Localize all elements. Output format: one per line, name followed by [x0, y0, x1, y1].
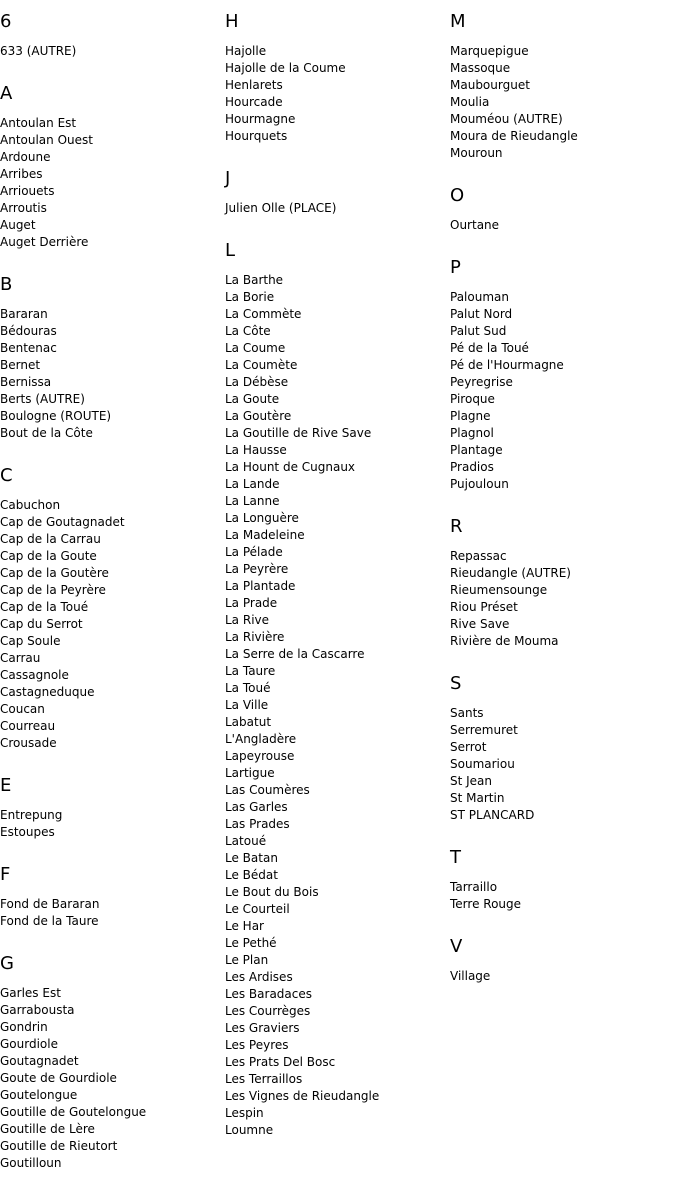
- place-link[interactable]: Les Terraillos: [225, 1072, 303, 1086]
- place-link[interactable]: Loumne: [225, 1123, 274, 1137]
- place-link[interactable]: Cabuchon: [0, 498, 61, 512]
- place-link[interactable]: Cap de Goutagnadet: [0, 515, 125, 529]
- place-link[interactable]: Coucan: [0, 702, 45, 716]
- place-link[interactable]: Maubourguet: [450, 78, 530, 92]
- letter-heading: O: [450, 185, 465, 206]
- place-link[interactable]: Lapeyrouse: [225, 749, 295, 763]
- place-link[interactable]: La Lanne: [225, 494, 280, 508]
- place-link[interactable]: La Coume: [225, 341, 286, 355]
- place-link[interactable]: Bararan: [0, 307, 48, 321]
- place-link[interactable]: Antoulan Ouest: [0, 133, 93, 147]
- letter-group: [0, 273, 220, 442]
- letter-heading: P: [450, 257, 461, 278]
- place-link[interactable]: La Hount de Cugnaux: [225, 460, 356, 474]
- letter-heading: M: [450, 11, 466, 32]
- letter-heading: V: [450, 936, 463, 957]
- place-link[interactable]: Ourtane: [450, 218, 500, 232]
- place-link[interactable]: La Goutère: [225, 409, 292, 423]
- place-link[interactable]: Hourquets: [225, 129, 288, 143]
- place-list: [0, 807, 220, 841]
- place-link[interactable]: Repassac: [450, 549, 507, 563]
- letter-group: [450, 256, 670, 493]
- place-link[interactable]: Fond de la Taure: [0, 914, 99, 928]
- place-list: [450, 43, 670, 162]
- letter-group: [0, 10, 220, 60]
- letter-group: [0, 464, 220, 752]
- place-link[interactable]: Cap du Serrot: [0, 617, 83, 631]
- place-link[interactable]: ST PLANCARD: [450, 808, 535, 822]
- place-list: [450, 217, 670, 234]
- place-link[interactable]: Les Ardises: [225, 970, 293, 984]
- place-link[interactable]: La Toué: [225, 681, 271, 695]
- letter-heading: S: [450, 673, 462, 694]
- index-column-2: [225, 10, 445, 1161]
- letter-group: [450, 10, 670, 162]
- place-link[interactable]: La Rivière: [225, 630, 285, 644]
- place-link[interactable]: La Côte: [225, 324, 271, 338]
- place-link[interactable]: Les Baradaces: [225, 987, 312, 1001]
- letter-group: [450, 846, 670, 913]
- place-link[interactable]: La Serre de la Cascarre: [225, 647, 365, 661]
- place-link[interactable]: Antoulan Est: [0, 116, 77, 130]
- place-link[interactable]: Arriouets: [0, 184, 55, 198]
- place-link[interactable]: Bentenac: [0, 341, 57, 355]
- place-link[interactable]: Les Vignes de Rieudangle: [225, 1089, 380, 1103]
- place-list: [450, 968, 670, 985]
- place-list: [0, 306, 220, 442]
- letter-heading: R: [450, 516, 463, 537]
- place-link[interactable]: Les Courrèges: [225, 1004, 311, 1018]
- place-link[interactable]: Lespin: [225, 1106, 264, 1120]
- place-link[interactable]: Cap de la Goutère: [0, 566, 109, 580]
- place-link[interactable]: Le Bédat: [225, 868, 278, 882]
- place-link[interactable]: Le Pethé: [225, 936, 277, 950]
- place-link[interactable]: Boulogne (ROUTE): [0, 409, 112, 423]
- place-link[interactable]: Courreau: [0, 719, 56, 733]
- place-link[interactable]: Las Coumères: [225, 783, 310, 797]
- place-link[interactable]: Soumariou: [450, 757, 515, 771]
- place-link[interactable]: Les Peyres: [225, 1038, 289, 1052]
- place-link[interactable]: Cap de la Toué: [0, 600, 89, 614]
- place-list: [225, 272, 445, 1139]
- place-link[interactable]: La Goute: [225, 392, 280, 406]
- place-link[interactable]: Riou Préset: [450, 600, 518, 614]
- letter-group: [450, 672, 670, 824]
- place-link[interactable]: Goutagnadet: [0, 1054, 79, 1068]
- place-link[interactable]: Le Bout du Bois: [225, 885, 319, 899]
- letter-group: [0, 774, 220, 841]
- place-link[interactable]: Pé de l'Hourmagne: [450, 358, 564, 372]
- place-link[interactable]: Bout de la Côte: [0, 426, 93, 440]
- place-link[interactable]: Castagneduque: [0, 685, 95, 699]
- place-link[interactable]: La Barthe: [225, 273, 284, 287]
- place-link[interactable]: Cap de la Carrau: [0, 532, 101, 546]
- letter-group: [0, 82, 220, 251]
- place-link[interactable]: Goutille de Rieutort: [0, 1139, 118, 1153]
- place-link[interactable]: Cassagnole: [0, 668, 69, 682]
- letter-group: [450, 515, 670, 650]
- place-link[interactable]: Goutilloun: [0, 1156, 62, 1170]
- place-link[interactable]: Arribes: [0, 167, 43, 181]
- place-link[interactable]: St Jean: [450, 774, 493, 788]
- place-link[interactable]: Gondrin: [0, 1020, 48, 1034]
- letter-group: [0, 863, 220, 930]
- place-link[interactable]: Rieumensounge: [450, 583, 548, 597]
- place-link[interactable]: Hourmagne: [225, 112, 296, 126]
- place-link[interactable]: La Prade: [225, 596, 278, 610]
- place-link[interactable]: Ardoune: [0, 150, 51, 164]
- letter-heading: F: [0, 864, 11, 885]
- place-link[interactable]: Lartigue: [225, 766, 275, 780]
- place-link[interactable]: Village: [450, 969, 491, 983]
- place-link[interactable]: Massoque: [450, 61, 511, 75]
- place-link[interactable]: Rivière de Mouma: [450, 634, 559, 648]
- place-link[interactable]: Entrepung: [0, 808, 63, 822]
- place-link[interactable]: Cap Soule: [0, 634, 61, 648]
- place-list: [0, 115, 220, 251]
- place-list: [450, 879, 670, 913]
- place-link[interactable]: La Longuère: [225, 511, 299, 525]
- place-link[interactable]: Mouméou (AUTRE): [450, 112, 563, 126]
- place-list: [0, 43, 220, 60]
- index-column-1: [0, 10, 220, 1194]
- place-link[interactable]: Marquepigue: [450, 44, 529, 58]
- place-link[interactable]: Bernet: [0, 358, 41, 372]
- place-link[interactable]: Serrot: [450, 740, 487, 754]
- letter-heading: H: [225, 11, 239, 32]
- place-link[interactable]: Berts (AUTRE): [0, 392, 85, 406]
- place-link[interactable]: Henlarets: [225, 78, 283, 92]
- place-link[interactable]: Las Prades: [225, 817, 290, 831]
- place-link[interactable]: Cap de la Goute: [0, 549, 97, 563]
- place-link[interactable]: La Goutille de Rive Save: [225, 426, 372, 440]
- place-list: [0, 497, 220, 752]
- place-link[interactable]: La Débèse: [225, 375, 289, 389]
- place-link[interactable]: Gourdiole: [0, 1037, 58, 1051]
- place-link[interactable]: La Plantade: [225, 579, 296, 593]
- place-link[interactable]: Hourcade: [225, 95, 283, 109]
- letter-heading: E: [0, 775, 12, 796]
- letter-group: [225, 10, 445, 145]
- place-link[interactable]: Plagnol: [450, 426, 494, 440]
- place-link[interactable]: La Ville: [225, 698, 269, 712]
- letter-heading: A: [0, 83, 13, 104]
- place-list: [0, 896, 220, 930]
- place-link[interactable]: L'Angladère: [225, 732, 297, 746]
- place-link[interactable]: 633 (AUTRE): [0, 44, 77, 58]
- place-link[interactable]: Auget: [0, 218, 36, 232]
- place-link[interactable]: Piroque: [450, 392, 495, 406]
- place-link[interactable]: Crousade: [0, 736, 57, 750]
- place-link[interactable]: Goutille de Goutelongue: [0, 1105, 147, 1119]
- place-list: [450, 548, 670, 650]
- place-link[interactable]: La Taure: [225, 664, 276, 678]
- place-link[interactable]: Le Batan: [225, 851, 278, 865]
- place-link[interactable]: Le Har: [225, 919, 264, 933]
- place-link[interactable]: Le Courteil: [225, 902, 290, 916]
- letter-group: [0, 952, 220, 1172]
- place-link[interactable]: La Peyrère: [225, 562, 289, 576]
- place-link[interactable]: Rive Save: [450, 617, 510, 631]
- place-link[interactable]: Moura de Rieudangle: [450, 129, 578, 143]
- letter-heading: J: [225, 168, 231, 189]
- place-link[interactable]: Terre Rouge: [450, 897, 522, 911]
- place-link[interactable]: La Commète: [225, 307, 302, 321]
- place-link[interactable]: Goute de Gourdiole: [0, 1071, 117, 1085]
- place-link[interactable]: Pujouloun: [450, 477, 509, 491]
- place-link[interactable]: Palut Sud: [450, 324, 507, 338]
- place-link[interactable]: Pé de la Toué: [450, 341, 529, 355]
- place-link[interactable]: Rieudangle (AUTRE): [450, 566, 571, 580]
- place-link[interactable]: La Coumète: [225, 358, 298, 372]
- place-link[interactable]: Palouman: [450, 290, 509, 304]
- place-link[interactable]: Plantage: [450, 443, 503, 457]
- place-link[interactable]: Palut Nord: [450, 307, 513, 321]
- index-column-3: [450, 10, 670, 1007]
- place-link[interactable]: La Borie: [225, 290, 275, 304]
- place-link[interactable]: Moulia: [450, 95, 490, 109]
- letter-heading: 6: [0, 11, 12, 32]
- place-list: [0, 985, 220, 1172]
- place-link[interactable]: La Madeleine: [225, 528, 305, 542]
- letter-heading: L: [225, 240, 236, 261]
- place-link[interactable]: La Lande: [225, 477, 280, 491]
- place-link[interactable]: Auget Derrière: [0, 235, 89, 249]
- place-link[interactable]: St Martin: [450, 791, 505, 805]
- place-link[interactable]: Fond de Bararan: [0, 897, 100, 911]
- place-link[interactable]: Carrau: [0, 651, 41, 665]
- letter-heading: C: [0, 465, 13, 486]
- place-link[interactable]: Labatut: [225, 715, 272, 729]
- letter-heading: G: [0, 953, 14, 974]
- place-link[interactable]: Peyregrise: [450, 375, 513, 389]
- place-link[interactable]: Bédouras: [0, 324, 57, 338]
- place-link[interactable]: Les Graviers: [225, 1021, 300, 1035]
- place-link[interactable]: Serremuret: [450, 723, 518, 737]
- place-link[interactable]: Julien Olle (PLACE): [225, 201, 337, 215]
- place-link[interactable]: Le Plan: [225, 953, 269, 967]
- place-link[interactable]: Pradios: [450, 460, 494, 474]
- place-list: [450, 289, 670, 493]
- place-link[interactable]: La Pélade: [225, 545, 283, 559]
- letter-heading: B: [0, 274, 13, 295]
- place-link[interactable]: Estoupes: [0, 825, 55, 839]
- place-link[interactable]: Hajolle: [225, 44, 267, 58]
- place-link[interactable]: Plagne: [450, 409, 491, 423]
- place-list: [450, 705, 670, 824]
- place-link[interactable]: La Hausse: [225, 443, 287, 457]
- place-link[interactable]: Goutille de Lère: [0, 1122, 95, 1136]
- letter-group: [225, 239, 445, 1139]
- place-link[interactable]: Bernissa: [0, 375, 52, 389]
- place-link[interactable]: Tarraillo: [450, 880, 498, 894]
- letter-group: [450, 184, 670, 234]
- letter-group: [450, 935, 670, 985]
- place-link[interactable]: Garles Est: [0, 986, 61, 1000]
- place-link[interactable]: Cap de la Peyrère: [0, 583, 106, 597]
- place-link[interactable]: Las Garles: [225, 800, 288, 814]
- place-list: [225, 43, 445, 145]
- place-link[interactable]: Sants: [450, 706, 484, 720]
- place-link[interactable]: Mouroun: [450, 146, 503, 160]
- place-link[interactable]: Latoué: [225, 834, 267, 848]
- place-link[interactable]: Garrabousta: [0, 1003, 75, 1017]
- letter-group: [225, 167, 445, 217]
- place-link[interactable]: Hajolle de la Coume: [225, 61, 346, 75]
- letter-heading: T: [450, 847, 461, 868]
- place-link[interactable]: Arroutis: [0, 201, 47, 215]
- place-link[interactable]: Les Prats Del Bosc: [225, 1055, 336, 1069]
- place-list: [225, 200, 445, 217]
- place-link[interactable]: La Rive: [225, 613, 270, 627]
- place-link[interactable]: Goutelongue: [0, 1088, 78, 1102]
